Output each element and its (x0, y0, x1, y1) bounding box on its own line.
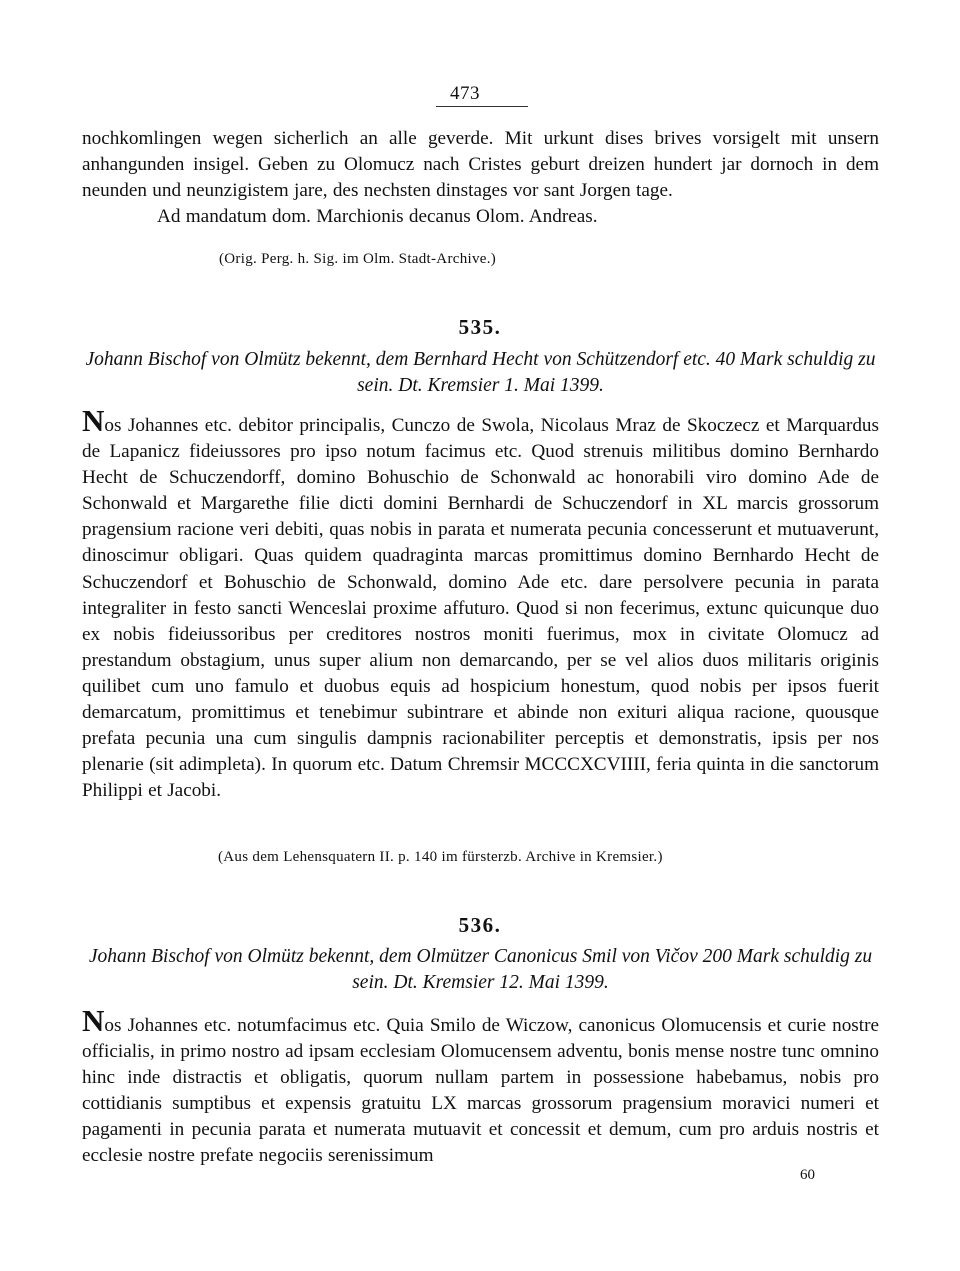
doc-536-body (82, 1003, 879, 1170)
doc-535-paragraph (82, 403, 879, 804)
continuation-closing: Ad mandatum dom. Marchionis decanus Olom. Andreas. (157, 206, 598, 228)
doc-535-text: os Johannes etc. debitor principalis, Cunczo de Swola, Nicolaus Mraz de Skoczecz et Marquardus de Lapanicz fideiussores pro ipso notum facimus etc. Quod strenuis militibus domino Bernhardo Hecht de Schuczendorff, domino Bohuschio de Schonwald ac honorabili viro domino Ade de Schonwald et Margarethe filie dicti domini Bernhardi de Schuczendorf in XL marcis grossorum pragensium racione veri debiti, quas nobis in parata et numerata pecunia concesserunt et mutuaverunt, dinoscimur obligari. Quas quidem quadraginta marcas promittimus domino Bernhardo Hecht de Schuczendorf et Bohuschio de Schonwald, domino Ade etc. dare persolvere pecunia in parata integraliter in festo sancti Wenceslai proxime affuturo. Quod si non fecerimus, extunc quicunque duo ex nobis fideiussoribus per creditores nostros moniti fuerimus, mox in civitate Olomucz ad prestandum obstagium, unus super alium non demarcando, per se vel alios duos militaris originis quilibet cum uno famulo et duobus equis ad hospicium honestum, quod nobis per ipsos fuerit demarcatum, promittimus et tenebimur subintrare et abinde non exituri aliqua racione, quousque prefata pecunia una cum singulis dampnis racionabiliter perceptis et demonstratis, ipsis per nos plenarie (sit adimpleta). In quorum etc. Datum Chremsir MCCCXCVIIII, feria quinta in die sanctorum Philippi et Jacobi. (82, 415, 879, 802)
doc-535-body (82, 403, 879, 804)
sheet-signature: 60 (800, 1167, 815, 1183)
doc-536-number: 536. (458, 913, 502, 937)
continuation-text-block (82, 126, 879, 230)
doc-536-regest: Johann Bischof von Olmütz bekennt, dem Olmützer Canonicus Smil von Vičov 200 Mark schuldig zu sein. Dt. Kremsier 12. Mai 1399. (88, 946, 873, 993)
doc-536-text: os Johannes etc. notumfacimus etc. Quia Smilo de Wiczow, canonicus Olomucensis et curie nostre officialis, in primo nostro ad ipsam ecclesiam Olomucensem adventu, bonis mense nostre tunc omnino hinc inde distractis et obligatis, quorum nullam partem in possessione habebamus, nobis pro cottidianis sumptibus et expensis gratuitu LX marcas grossorum pragensium moravici numeri et pagamenti in pecunia parata et numerata mutuavit et concessit et demum, cum pro arduis nostris et ecclesie nostre prefate negociis serenissimum (82, 1015, 879, 1167)
continuation-source-note: (Orig. Perg. h. Sig. im Olm. Stadt-Archive.) (219, 251, 497, 267)
doc-536-initial: N (82, 1003, 105, 1038)
doc-536-paragraph (82, 1003, 879, 1170)
doc-535-number: 535. (458, 315, 502, 339)
page-number-rule (436, 106, 528, 107)
doc-535-source-note: (Aus dem Lehensquatern II. p. 140 im fürsterzb. Archive in Kremsier.) (218, 849, 663, 865)
page-number: 473 (450, 83, 480, 104)
doc-535-regest: Johann Bischof von Olmütz bekennt, dem Bernhard Hecht von Schützendorf etc. 40 Mark schuldig zu sein. Dt. Kremsier 1. Mai 1399. (85, 349, 876, 396)
continuation-paragraph: nochkomlingen wegen sicherlich an alle geverde. Mit urkunt dises brives vorsigelt mit unsern anhangunden insigel. Geben zu Olomucz nach Cristes geburt dreizen hundert jar dornoch in dem neunden und neunzigistem jare, des nechsten dinstages vor sant Jorgen tage. (82, 128, 879, 202)
doc-535-initial: N (82, 403, 105, 438)
